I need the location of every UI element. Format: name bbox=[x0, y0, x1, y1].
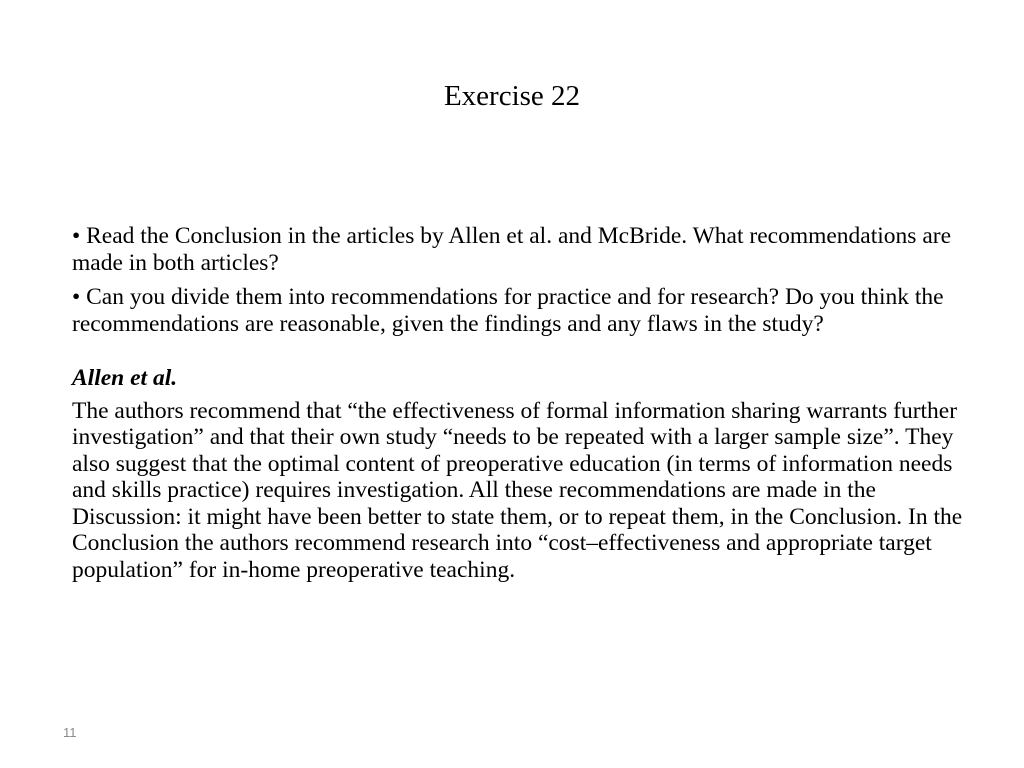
bullet-item: • Can you divide them into recommendations for practice and for research? Do you think the recommendations are reasonable, given the findings and any flaws in the study? bbox=[72, 284, 944, 337]
slide-content bbox=[72, 223, 972, 583]
slide-title: Exercise 22 bbox=[443, 80, 581, 112]
bullet-item: • Read the Conclusion in the articles by Allen et al. and McBride. What recommendations are made in both articles? bbox=[72, 223, 952, 276]
section-heading: Allen et al. bbox=[72, 365, 178, 391]
page-number: 11 bbox=[63, 725, 77, 740]
section-body: The authors recommend that “the effectiveness of formal information sharing warrants further investigation” and that their own study “needs to be repeated with a larger sample size”. They also suggest that the optimal content of preoperative education (in terms of information needs and skills practice) requires investigation. All these recommendations are made in the Discussion: it might have been better to state them, or to repeat them, in the Conclusion. In the Conclusion the authors recommend research into “cost–effectiveness and appropriate target population” for in-home preoperative teaching. bbox=[72, 397, 963, 583]
